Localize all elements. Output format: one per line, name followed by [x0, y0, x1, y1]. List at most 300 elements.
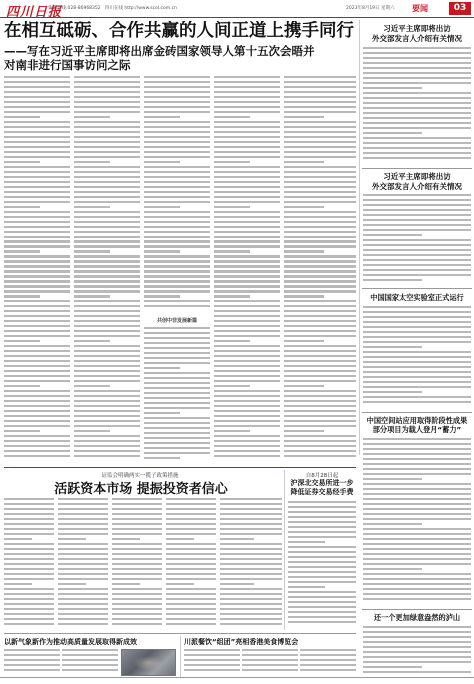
text-line: [363, 132, 422, 134]
text-line: [74, 415, 140, 417]
text-line: [4, 166, 70, 168]
text-line: [166, 603, 216, 605]
text-line: [74, 400, 140, 402]
text-line: [166, 523, 216, 525]
text-line: [4, 216, 70, 218]
text-line: [284, 156, 356, 158]
text-line: [363, 152, 471, 154]
text-line: [214, 250, 250, 252]
text-line: [214, 255, 280, 257]
text-line: [363, 568, 422, 570]
text-line: [74, 106, 140, 108]
text-line: [4, 206, 40, 208]
text-line: [220, 508, 282, 510]
text-line: [363, 351, 471, 353]
text-line: [363, 646, 471, 648]
text-line: [363, 588, 471, 590]
text-line: [74, 191, 140, 193]
text-line: [144, 166, 210, 168]
text-line: [144, 255, 210, 257]
text-line: [363, 438, 471, 440]
text-line: [4, 86, 70, 88]
text-line: [220, 578, 282, 580]
text-line: [363, 468, 471, 470]
text-line: [74, 435, 140, 437]
text-line: [4, 450, 70, 452]
text-line: [166, 513, 216, 515]
text-line: [62, 659, 118, 661]
text-line: [184, 664, 240, 666]
text-line: [284, 226, 356, 228]
text-line: [58, 508, 108, 510]
main-story-column-3: [144, 76, 210, 314]
text-line: [284, 425, 356, 427]
text-line: [4, 445, 70, 447]
text-line: [214, 340, 250, 342]
text-line: [214, 355, 280, 357]
text-line: [214, 171, 280, 173]
lower-story-2-kicker: 自8月28日起: [305, 473, 339, 479]
text-line: [220, 543, 282, 545]
text-line: [74, 315, 140, 317]
text-line: [214, 141, 280, 143]
text-line: [144, 275, 210, 277]
text-line: [220, 603, 282, 605]
text-line: [62, 664, 118, 666]
text-line: [363, 117, 471, 119]
text-line: [74, 226, 140, 228]
text-line: [74, 295, 110, 297]
text-line: [214, 126, 280, 128]
side-story-3-body: [363, 306, 471, 410]
text-line: [214, 81, 280, 83]
text-line: [74, 325, 140, 327]
text-line: [4, 325, 70, 327]
text-line: [214, 240, 280, 242]
text-line: [112, 588, 162, 590]
text-line: [214, 121, 280, 123]
text-line: [4, 136, 70, 138]
text-line: [288, 521, 356, 523]
text-line: [112, 558, 162, 560]
text-line: [112, 583, 140, 585]
text-line: [284, 131, 356, 133]
text-line: [144, 96, 210, 98]
text-line: [4, 365, 70, 367]
text-line: [4, 335, 70, 337]
text-line: [58, 603, 108, 605]
text-line: [363, 157, 471, 159]
text-line: [4, 380, 70, 382]
text-line: [144, 382, 210, 384]
side-story-2-title-line2: 外交部发言人介绍有关情况: [372, 181, 462, 191]
text-line: [284, 440, 356, 442]
text-line: [166, 533, 216, 535]
text-line: [74, 166, 140, 168]
text-line: [363, 229, 471, 231]
text-line: [363, 102, 471, 104]
text-line: [214, 216, 280, 218]
text-line: [363, 87, 422, 89]
text-line: [220, 618, 282, 620]
text-line: [214, 415, 280, 417]
text-line: [58, 613, 108, 615]
text-line: [363, 269, 471, 271]
text-line: [166, 608, 216, 610]
side-divider: [362, 168, 472, 169]
text-line: [74, 380, 140, 382]
text-line: [4, 513, 54, 515]
text-line: [4, 603, 54, 605]
text-line: [284, 236, 356, 238]
text-line: [144, 412, 180, 414]
text-line: [144, 337, 210, 339]
text-line: [112, 573, 162, 575]
text-line: [144, 290, 210, 292]
main-story-column-5: [284, 76, 356, 464]
text-line: [144, 300, 210, 302]
text-line: [363, 224, 471, 226]
text-line: [242, 664, 298, 666]
text-line: [112, 523, 162, 525]
text-line: [74, 126, 140, 128]
text-line: [363, 214, 471, 216]
text-line: [144, 285, 210, 287]
text-line: [184, 669, 240, 671]
text-line: [288, 621, 356, 623]
side-story-1-body: [363, 47, 471, 165]
text-line: [144, 402, 210, 404]
text-line: [4, 161, 40, 163]
text-line: [112, 578, 162, 580]
text-line: [214, 280, 280, 282]
text-line: [214, 151, 280, 153]
side-story-4-title-line1: 中国空间站应用取得阶段性成果: [366, 416, 468, 425]
text-line: [363, 518, 471, 520]
text-line: [144, 437, 210, 439]
lower-story-2-headline: [288, 479, 356, 497]
text-line: [74, 320, 140, 322]
text-line: [363, 259, 471, 261]
text-line: [166, 563, 216, 565]
text-line: [4, 196, 70, 198]
text-line: [144, 201, 210, 203]
text-line: [112, 623, 162, 625]
text-line: [284, 415, 356, 417]
text-line: [214, 245, 280, 247]
issue-date: 2023年8月19日 星期六: [346, 6, 395, 11]
text-line: [363, 548, 471, 550]
text-line: [74, 405, 140, 407]
text-line: [214, 226, 280, 228]
text-line: [4, 659, 60, 661]
text-line: [144, 101, 210, 103]
text-line: [112, 498, 162, 500]
text-line: [288, 556, 356, 558]
text-line: [284, 250, 324, 252]
text-line: [242, 654, 298, 656]
text-line: [214, 350, 280, 352]
text-line: [214, 380, 280, 382]
text-line: [144, 442, 210, 444]
text-line: [214, 335, 280, 337]
hotline-text: 新闻热线:028-86968352: [48, 6, 101, 11]
text-line: [288, 601, 356, 603]
text-line: [284, 275, 356, 277]
text-line: [214, 231, 280, 233]
text-line: [4, 111, 70, 113]
text-line: [4, 345, 70, 347]
text-line: [4, 131, 70, 133]
text-line: [214, 111, 280, 113]
text-line: [220, 533, 282, 535]
text-line: [363, 443, 471, 445]
text-line: [144, 81, 210, 83]
text-line: [58, 598, 108, 600]
text-line: [288, 546, 356, 548]
text-line: [214, 221, 280, 223]
text-line: [363, 279, 422, 281]
text-line: [214, 360, 280, 362]
text-line: [4, 618, 54, 620]
text-line: [363, 326, 471, 328]
text-line: [4, 503, 54, 505]
text-line: [214, 430, 250, 432]
column-divider: [180, 636, 181, 677]
text-line: [214, 290, 280, 292]
text-line: [363, 386, 471, 388]
text-line: [284, 410, 356, 412]
text-line: [58, 523, 108, 525]
text-line: [144, 231, 210, 233]
text-line: [4, 385, 40, 387]
text-line: [144, 121, 210, 123]
text-line: [166, 518, 216, 520]
text-line: [284, 320, 356, 322]
text-line: [284, 310, 356, 312]
text-line: [363, 463, 471, 465]
text-line: [214, 191, 280, 193]
text-line: [4, 435, 70, 437]
text-line: [284, 300, 356, 302]
lower-story-2-headline-line2: 降低证券交易经手费: [290, 488, 354, 496]
text-line: [62, 649, 118, 651]
text-line: [144, 280, 210, 282]
text-line: [220, 623, 282, 625]
side-divider: [362, 609, 472, 610]
text-line: [144, 176, 210, 178]
text-line: [74, 121, 140, 123]
text-line: [363, 346, 422, 348]
text-line: [288, 606, 356, 608]
text-line: [363, 538, 471, 540]
side-story-4-title: [362, 416, 472, 434]
side-story-2-body: [363, 194, 471, 284]
section-label: 要闻: [412, 4, 428, 13]
text-line: [4, 340, 40, 342]
text-line: [4, 405, 70, 407]
text-line: [220, 503, 282, 505]
page-footer: [0, 677, 474, 684]
text-line: [284, 216, 356, 218]
text-line: [166, 578, 216, 580]
text-line: [363, 626, 471, 628]
side-divider: [362, 412, 472, 413]
text-line: [4, 126, 70, 128]
text-line: [284, 340, 324, 342]
text-line: [284, 201, 356, 203]
text-line: [363, 396, 471, 398]
section-subhead: 共创中非发展新篇: [156, 318, 197, 324]
text-line: [144, 422, 210, 424]
text-line: [220, 553, 282, 555]
text-line: [288, 611, 356, 613]
text-line: [284, 146, 356, 148]
text-line: [184, 654, 240, 656]
text-line: [288, 566, 356, 568]
text-line: [284, 330, 356, 332]
text-line: [112, 543, 162, 545]
text-line: [74, 365, 140, 367]
text-line: [74, 146, 140, 148]
text-line: [300, 659, 356, 661]
text-line: [284, 161, 324, 163]
text-line: [144, 417, 210, 419]
text-line: [214, 440, 280, 442]
text-line: [144, 250, 180, 252]
text-line: [214, 260, 280, 262]
text-line: [166, 613, 216, 615]
text-line: [144, 447, 210, 449]
text-line: [4, 240, 70, 242]
text-line: [4, 320, 70, 322]
text-line: [144, 86, 210, 88]
text-line: [363, 498, 471, 500]
text-line: [214, 96, 280, 98]
main-subhead: [4, 44, 356, 72]
text-line: [214, 161, 250, 163]
text-line: [284, 405, 356, 407]
text-line: [4, 558, 54, 560]
text-line: [4, 221, 70, 223]
text-line: [288, 561, 356, 563]
text-line: [288, 591, 356, 593]
text-line: [74, 111, 140, 113]
text-line: [288, 516, 356, 518]
text-line: [363, 661, 471, 663]
text-line: [220, 563, 282, 565]
text-line: [144, 305, 210, 307]
text-line: [144, 397, 210, 399]
text-line: [74, 350, 140, 352]
text-line: [144, 240, 210, 242]
text-line: [288, 541, 325, 543]
text-line: [74, 250, 110, 252]
text-line: [363, 97, 471, 99]
side-story-2-title: [362, 172, 472, 191]
text-line: [284, 231, 356, 233]
text-line: [112, 553, 162, 555]
text-line: [144, 367, 180, 369]
text-line: [363, 523, 422, 525]
text-line: [58, 503, 108, 505]
text-line: [58, 553, 108, 555]
text-line: [363, 336, 471, 338]
text-line: [284, 390, 356, 392]
text-line: [284, 106, 356, 108]
text-line: [214, 445, 280, 447]
text-line: [112, 598, 162, 600]
text-line: [363, 244, 471, 246]
text-line: [4, 508, 54, 510]
text-line: [363, 321, 471, 323]
text-line: [4, 410, 70, 412]
column-divider: [284, 470, 285, 630]
text-line: [363, 77, 471, 79]
text-line: [288, 506, 356, 508]
text-line: [214, 345, 280, 347]
text-line: [74, 425, 140, 427]
text-line: [112, 563, 162, 565]
text-line: [112, 513, 162, 515]
bottom-left-column-1: [4, 649, 60, 676]
text-line: [363, 199, 471, 201]
bottom-left-headline: 以新气象新作为推动高质量发展取得新成效: [4, 638, 137, 646]
text-line: [184, 649, 240, 651]
text-line: [4, 649, 60, 651]
text-line: [363, 341, 471, 343]
text-line: [363, 137, 471, 139]
side-story-1-title: [362, 24, 472, 43]
text-line: [284, 355, 356, 357]
text-line: [284, 76, 356, 78]
text-line: [58, 593, 108, 595]
text-line: [144, 295, 180, 297]
text-line: [4, 171, 70, 173]
text-line: [300, 669, 356, 671]
text-line: [363, 274, 471, 276]
text-line: [58, 543, 108, 545]
text-line: [363, 483, 471, 485]
text-line: [284, 186, 356, 188]
text-line: [166, 573, 216, 575]
text-line: [363, 92, 471, 94]
text-line: [74, 181, 140, 183]
text-line: [4, 543, 54, 545]
text-line: [363, 478, 422, 480]
text-line: [214, 176, 280, 178]
text-line: [74, 360, 140, 362]
text-line: [288, 531, 356, 533]
text-line: [4, 226, 70, 228]
text-line: [284, 96, 356, 98]
text-line: [4, 146, 70, 148]
text-line: [74, 186, 140, 188]
text-line: [4, 275, 70, 277]
text-line: [284, 171, 356, 173]
text-line: [4, 141, 70, 143]
side-story-5-title: 还一个更加绿意盎然的泸山: [373, 613, 461, 622]
text-line: [284, 325, 356, 327]
text-line: [363, 72, 471, 74]
text-line: [284, 111, 356, 113]
text-line: [4, 573, 54, 575]
text-line: [74, 141, 140, 143]
bottom-right-column-3: [300, 649, 356, 676]
text-line: [144, 342, 210, 344]
text-line: [4, 598, 54, 600]
text-line: [74, 390, 140, 392]
